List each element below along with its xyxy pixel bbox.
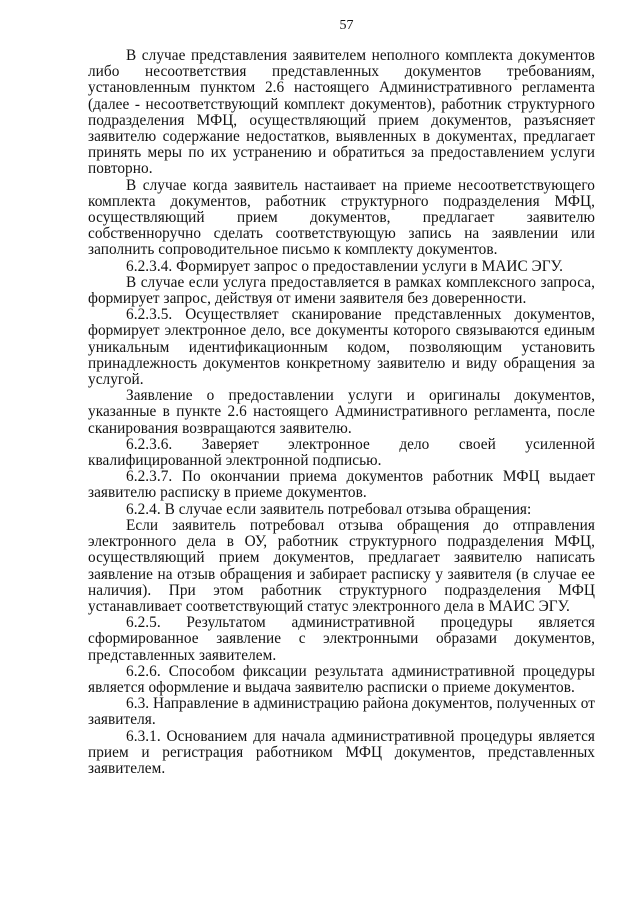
paragraph-6-3: 6.3. Направление в администрацию района документов, полученных от заявителя. [88, 695, 595, 729]
paragraph-originals-returned: Заявление о предоставлении услуги и оригиналы документов, указанные в пункте 2.6 настоящего Административного регламента, после сканирования возвращаются заявителю. [88, 387, 595, 437]
paragraph-applicant-insists: В случае когда заявитель настаивает на приеме несоответствующего комплекта документов, работник структурного подразделения МФЦ, осуществляющий прием документов, предлагает заявителю собственноручно сделать соответствующую запись на заявлении или заполнить сопроводительное письмо к комплекту документов. [88, 176, 595, 259]
paragraph-6-2-3-4: 6.2.3.4. Формирует запрос о предоставлении услуги в МАИС ЭГУ. [126, 257, 563, 275]
paragraph-6-2-5: 6.2.5. Результатом административной процедуры является сформированное заявление с электронными образами документов, представленных заявителем. [88, 614, 595, 664]
paragraph-complex-request: В случае если услуга предоставляется в рамках комплексного запроса, формирует запрос, действуя от имени заявителя без доверенности. [88, 273, 595, 308]
paragraph-incomplete-documents: В случае представления заявителем неполного комплекта документов либо несоответствия представленных документов требованиям, установленным пунктом 2.6 настоящего Административного регламента (далее - несоответствующий комплект документов), работник структурного подразделения МФЦ, осуществляющий прием документов, разъясняет заявителю содержание недостатков, выявленных в документах, предлагает принять меры по их устранению и обратиться за предоставлением услуги повторно. [88, 47, 595, 178]
paragraph-6-2-3-7: 6.2.3.7. По окончании приема документов работник МФЦ выдает заявителю расписку в приеме документов. [88, 468, 595, 502]
page-number: 57 [339, 18, 354, 33]
paragraph-6-3-1: 6.3.1. Основанием для начала административной процедуры является прием и регистрация работником МФЦ документов, представленных заявителем. [88, 727, 595, 777]
paragraph-6-2-3-5: 6.2.3.5. Осуществляет сканирование представленных документов, формирует электронное дело, все документы которого связываются единым уникальным идентификационным кодом, позволяющим установить принадлежность документов конкретному заявителю и виду обращения за услугой. [88, 306, 595, 389]
paragraph-6-2-6: 6.2.6. Способом фиксации результата административной процедуры является оформление и выдача заявителю расписки о приеме документов. [88, 662, 595, 696]
paragraph-6-2-3-6: 6.2.3.6. Заверяет электронное дело своей усиленной квалифицированной электронной подписью. [88, 435, 595, 470]
paragraph-withdrawal: Если заявитель потребовал отзыва обращения до отправления электронного дела в ОУ, работник структурного подразделения МФЦ, осуществляющий прием документов, предлагает заявителю написать заявление на отзыв обращения и забирает расписку у заявителя (в случае ее наличия). При этом работник структурного подразделения МФЦ устанавливает соответствующий статус электронного дела в МАИС ЭГУ. [88, 516, 595, 615]
paragraph-6-2-4: 6.2.4. В случае если заявитель потребовал отзыва обращения: [126, 500, 532, 518]
